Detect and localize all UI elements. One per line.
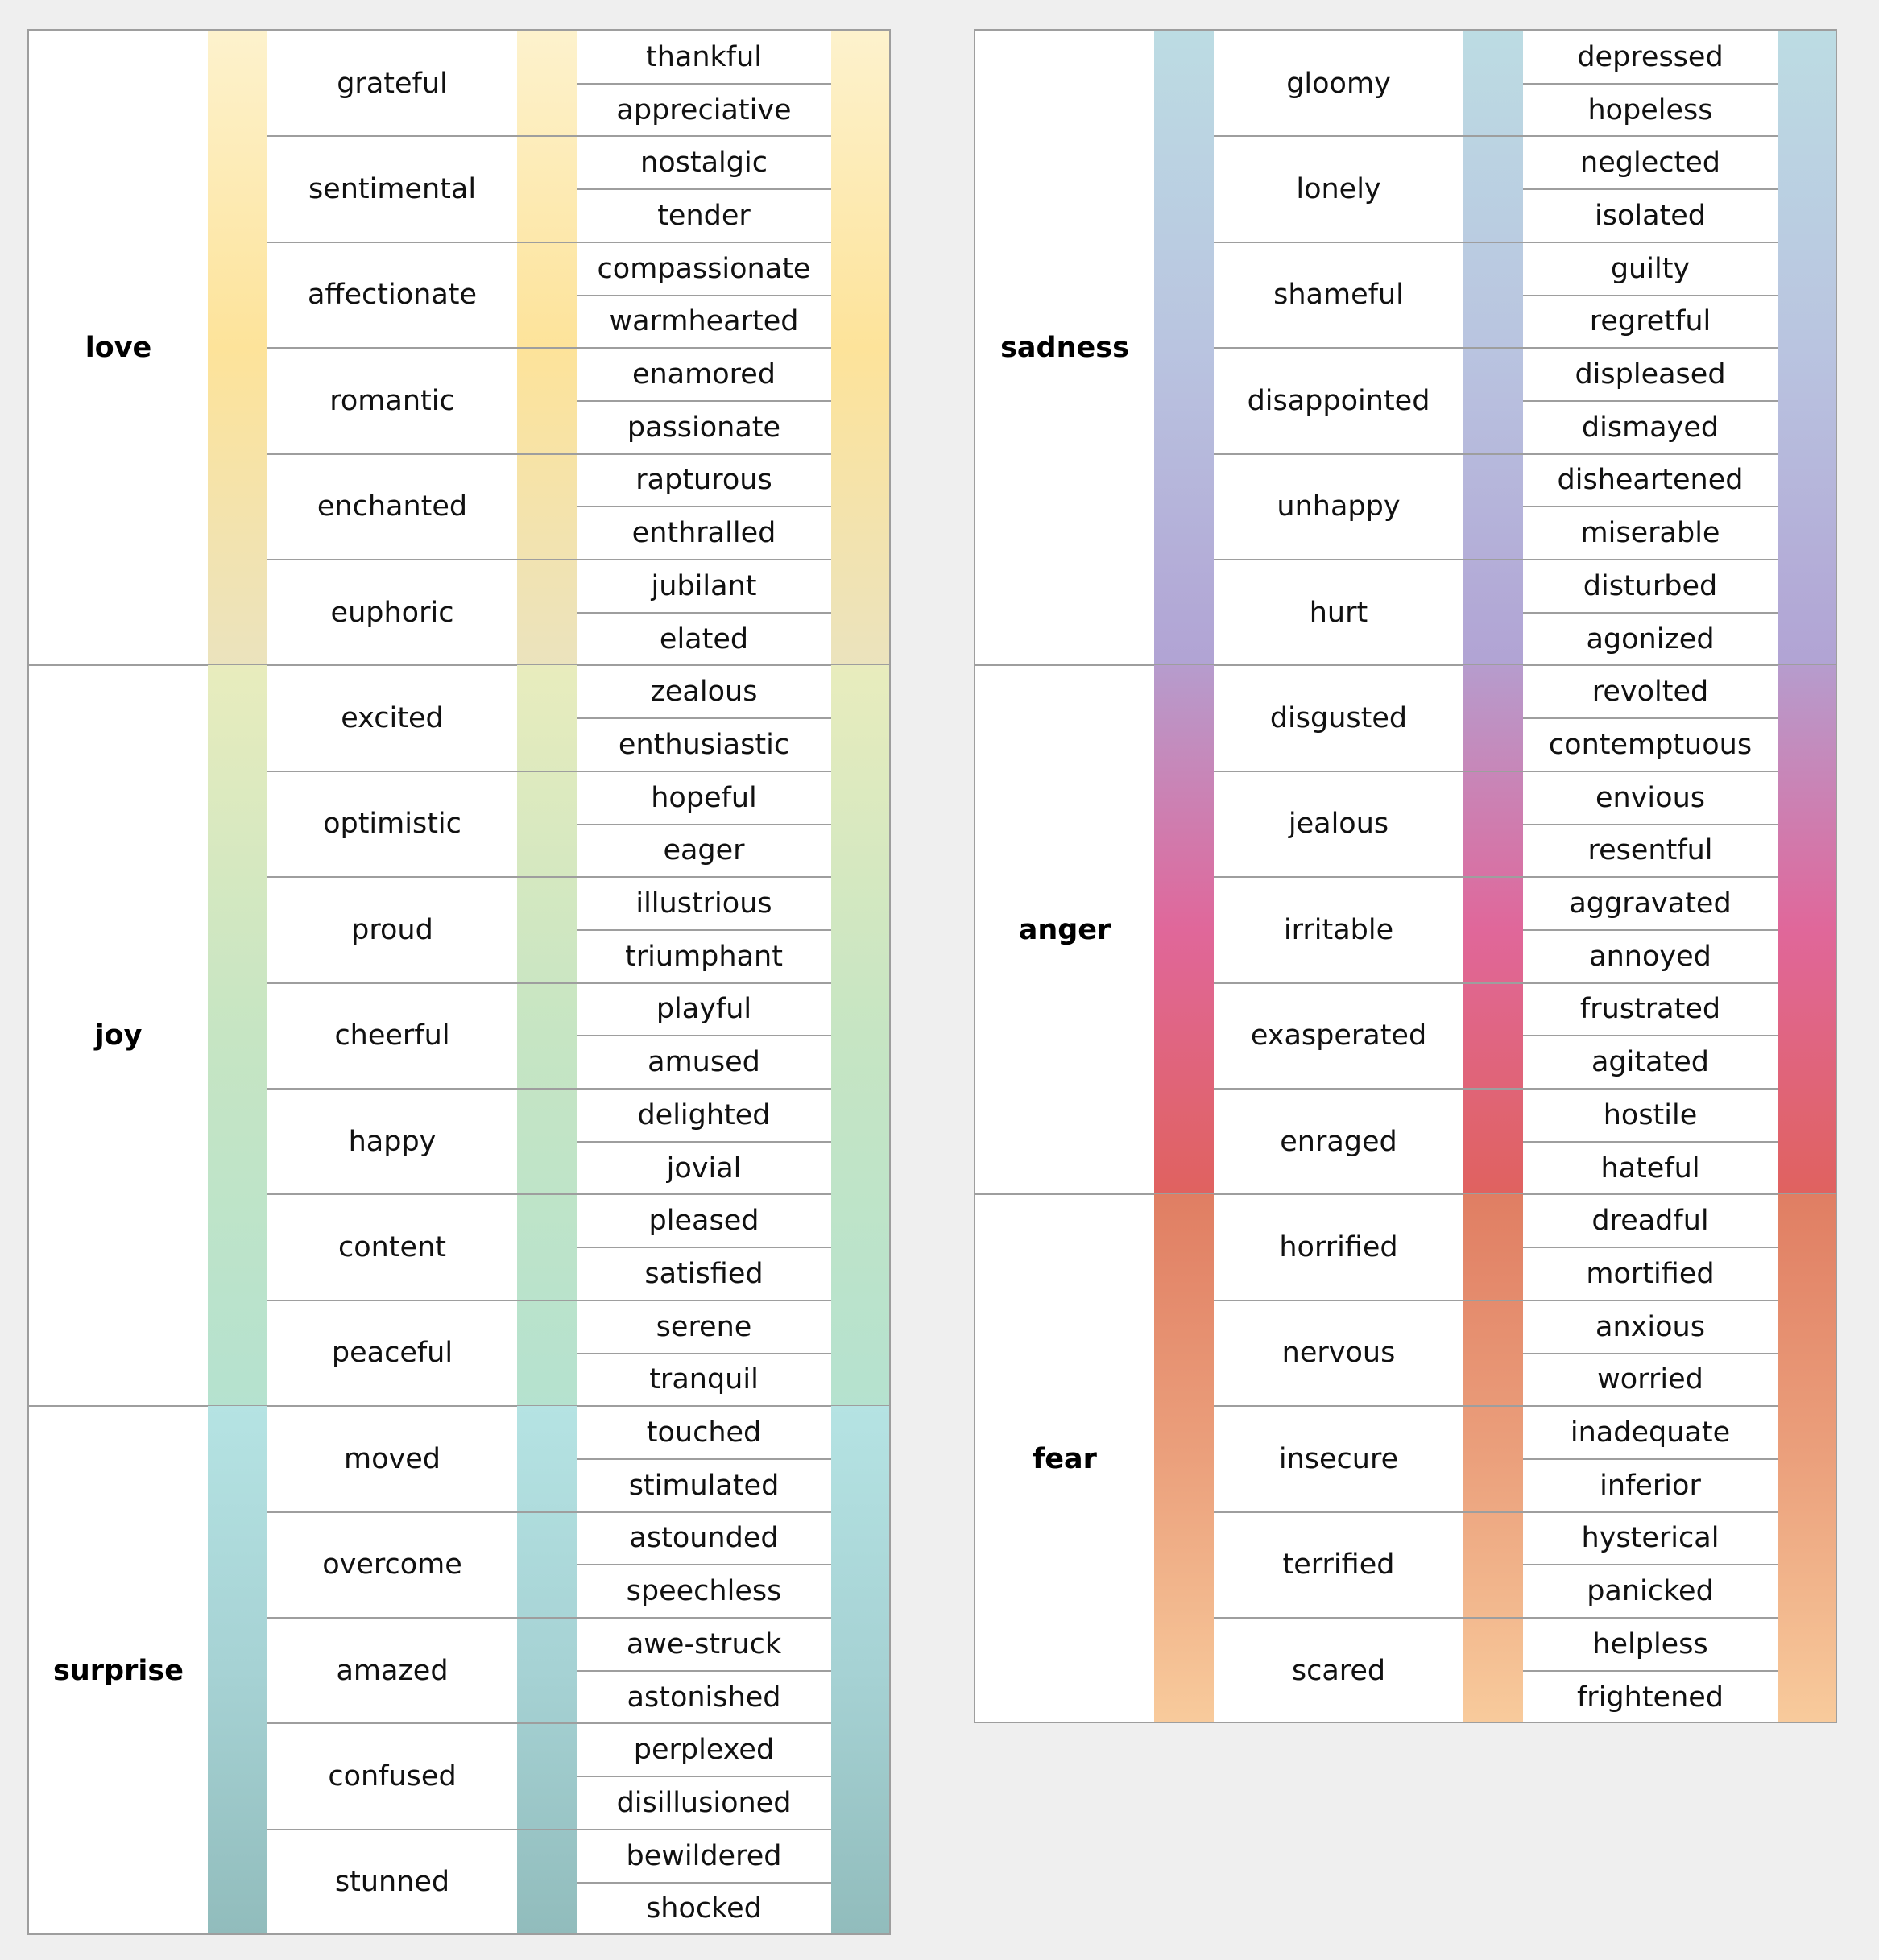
tertiary-emotion-delighted: delighted: [637, 1098, 771, 1131]
color-strip-joy-1: [208, 665, 267, 1406]
tertiary-emotion-hysterical: hysterical: [1581, 1522, 1720, 1555]
secondary-emotion-happy: happy: [348, 1125, 437, 1158]
tertiary-emotion-panicked: panicked: [1587, 1575, 1714, 1608]
tertiary-emotion-nostalgic: nostalgic: [640, 147, 768, 180]
color-strip-anger-3: [1778, 665, 1837, 1194]
tertiary-emotion-eager: eager: [663, 834, 745, 867]
tertiary-emotion-helpless: helpless: [1592, 1627, 1708, 1660]
tertiary-emotion-contemptuous: contemptuous: [1548, 728, 1753, 761]
secondary-emotion-unhappy: unhappy: [1277, 490, 1401, 523]
tertiary-emotion-thankful: thankful: [645, 40, 763, 73]
secondary-emotion-nervous: nervous: [1281, 1337, 1396, 1370]
secondary-emotion-content: content: [337, 1231, 446, 1264]
secondary-emotion-gloomy: gloomy: [1286, 67, 1391, 100]
secondary-emotion-peaceful: peaceful: [331, 1337, 453, 1370]
tertiary-emotion-stimulated: stimulated: [628, 1469, 780, 1502]
tertiary-emotion-regretful: regretful: [1589, 305, 1711, 338]
tertiary-emotion-touched: touched: [646, 1416, 762, 1449]
emotion-table-right: [974, 29, 1837, 1723]
secondary-emotion-exasperated: exasperated: [1250, 1019, 1427, 1052]
color-strip-love-3: [831, 31, 891, 665]
tertiary-emotion-hostile: hostile: [1603, 1098, 1698, 1131]
secondary-emotion-cheerful: cheerful: [334, 1019, 450, 1052]
tertiary-emotion-tender: tender: [657, 199, 751, 232]
tertiary-emotion-disheartened: disheartened: [1557, 464, 1744, 497]
secondary-emotion-insecure: insecure: [1278, 1442, 1399, 1475]
tertiary-emotion-appreciative: appreciative: [616, 93, 792, 126]
tertiary-emotion-amused: amused: [648, 1046, 760, 1079]
tertiary-emotion-annoyed: annoyed: [1589, 940, 1711, 973]
color-strip-surprise-3: [831, 1406, 891, 1935]
tertiary-emotion-warmhearted: warmhearted: [609, 305, 799, 338]
tertiary-emotion-neglected: neglected: [1580, 147, 1720, 180]
tertiary-emotion-triumphant: triumphant: [625, 940, 783, 973]
tertiary-emotion-bewildered: bewildered: [626, 1839, 782, 1872]
secondary-emotion-excited: excited: [341, 702, 444, 735]
secondary-emotion-proud: proud: [351, 913, 433, 946]
tertiary-emotion-disillusioned: disillusioned: [616, 1786, 792, 1819]
secondary-emotion-shameful: shameful: [1273, 279, 1404, 312]
secondary-emotion-stunned: stunned: [334, 1866, 450, 1899]
tertiary-emotion-speechless: speechless: [626, 1575, 782, 1608]
secondary-emotion-enraged: enraged: [1280, 1125, 1397, 1158]
secondary-emotion-jealous: jealous: [1288, 808, 1389, 841]
tertiary-emotion-hopeful: hopeful: [651, 781, 757, 814]
tertiary-emotion-dreadful: dreadful: [1591, 1205, 1709, 1238]
tertiary-emotion-tranquil: tranquil: [649, 1363, 759, 1396]
primary-emotion-fear: fear: [1033, 1442, 1097, 1475]
emotion-table-left: [27, 29, 891, 1935]
color-strip-fear-3: [1778, 1194, 1837, 1723]
color-strip-joy-2: [517, 665, 577, 1406]
primary-emotion-joy: joy: [94, 1019, 143, 1052]
tertiary-emotion-miserable: miserable: [1580, 517, 1720, 550]
tertiary-emotion-isolated: isolated: [1594, 199, 1707, 232]
secondary-emotion-disgusted: disgusted: [1269, 702, 1408, 735]
tertiary-emotion-enamored: enamored: [631, 358, 776, 391]
tertiary-emotion-pleased: pleased: [648, 1205, 759, 1238]
secondary-emotion-amazed: amazed: [336, 1654, 449, 1687]
color-strip-anger-2: [1463, 665, 1523, 1194]
color-strip-fear-1: [1154, 1194, 1214, 1723]
tertiary-emotion-zealous: zealous: [650, 676, 758, 709]
tertiary-emotion-disturbed: disturbed: [1583, 569, 1718, 602]
secondary-emotion-moved: moved: [344, 1442, 441, 1475]
color-strip-fear-2: [1463, 1194, 1523, 1723]
tertiary-emotion-guilty: guilty: [1610, 252, 1691, 285]
tertiary-emotion-agitated: agitated: [1591, 1046, 1710, 1079]
secondary-emotion-irritable: irritable: [1283, 913, 1394, 946]
secondary-emotion-confused: confused: [328, 1760, 457, 1793]
tertiary-emotion-frustrated: frustrated: [1579, 993, 1721, 1026]
color-strip-anger-1: [1154, 665, 1214, 1194]
color-strip-surprise-1: [208, 1406, 267, 1935]
tertiary-emotion-hopeless: hopeless: [1587, 93, 1713, 126]
tertiary-emotion-elated: elated: [659, 622, 749, 655]
tertiary-emotion-anxious: anxious: [1595, 1310, 1705, 1343]
primary-emotion-anger: anger: [1018, 913, 1111, 946]
tertiary-emotion-dismayed: dismayed: [1581, 411, 1720, 444]
tertiary-emotion-serene: serene: [656, 1310, 752, 1343]
tertiary-emotion-frightened: frightened: [1576, 1681, 1724, 1714]
tertiary-emotion-satisfied: satisfied: [644, 1257, 764, 1290]
primary-emotion-love: love: [85, 332, 152, 365]
tertiary-emotion-enthusiastic: enthusiastic: [618, 728, 790, 761]
tertiary-emotion-perplexed: perplexed: [633, 1734, 775, 1767]
color-strip-love-1: [208, 31, 267, 665]
secondary-emotion-terrified: terrified: [1282, 1549, 1395, 1582]
tertiary-emotion-rapturous: rapturous: [635, 464, 772, 497]
tertiary-emotion-astonished: astonished: [627, 1681, 781, 1714]
secondary-emotion-lonely: lonely: [1296, 173, 1381, 206]
tertiary-emotion-astounded: astounded: [629, 1522, 779, 1555]
tertiary-emotion-illustrious: illustrious: [635, 887, 772, 920]
secondary-emotion-romantic: romantic: [329, 384, 455, 417]
tertiary-emotion-depressed: depressed: [1577, 40, 1724, 73]
tertiary-emotion-hateful: hateful: [1600, 1152, 1700, 1185]
secondary-emotion-disappointed: disappointed: [1247, 384, 1430, 417]
secondary-emotion-horrified: horrified: [1279, 1231, 1398, 1264]
tertiary-emotion-jovial: jovial: [666, 1152, 742, 1185]
color-strip-surprise-2: [517, 1406, 577, 1935]
tertiary-emotion-compassionate: compassionate: [597, 252, 811, 285]
tertiary-emotion-shocked: shocked: [646, 1892, 762, 1925]
tertiary-emotion-resentful: resentful: [1587, 834, 1713, 867]
color-strip-joy-3: [831, 665, 891, 1406]
tertiary-emotion-awe-struck: awe-struck: [626, 1627, 782, 1660]
secondary-emotion-optimistic: optimistic: [323, 808, 461, 841]
tertiary-emotion-worried: worried: [1597, 1363, 1703, 1396]
primary-emotion-sadness: sadness: [1000, 332, 1129, 365]
tertiary-emotion-revolted: revolted: [1591, 676, 1709, 709]
tertiary-emotion-enthralled: enthralled: [631, 517, 776, 550]
secondary-emotion-scared: scared: [1291, 1654, 1386, 1687]
secondary-emotion-grateful: grateful: [337, 67, 448, 100]
color-strip-sadness-1: [1154, 31, 1214, 665]
tertiary-emotion-mortified: mortified: [1586, 1257, 1715, 1290]
primary-emotion-surprise: surprise: [53, 1654, 184, 1687]
secondary-emotion-sentimental: sentimental: [308, 173, 477, 206]
tertiary-emotion-aggravated: aggravated: [1569, 887, 1732, 920]
secondary-emotion-affectionate: affectionate: [307, 279, 478, 312]
tertiary-emotion-playful: playful: [656, 993, 752, 1026]
tertiary-emotion-agonized: agonized: [1586, 622, 1715, 655]
tertiary-emotion-passionate: passionate: [627, 411, 781, 444]
color-strip-sadness-3: [1778, 31, 1837, 665]
secondary-emotion-hurt: hurt: [1309, 596, 1368, 629]
tertiary-emotion-jubilant: jubilant: [651, 569, 757, 602]
tertiary-emotion-displeased: displeased: [1575, 358, 1726, 391]
secondary-emotion-euphoric: euphoric: [330, 596, 454, 629]
tertiary-emotion-envious: envious: [1595, 781, 1705, 814]
tertiary-emotion-inferior: inferior: [1600, 1469, 1701, 1502]
secondary-emotion-enchanted: enchanted: [317, 490, 468, 523]
tertiary-emotion-inadequate: inadequate: [1570, 1416, 1731, 1449]
secondary-emotion-overcome: overcome: [322, 1549, 462, 1582]
